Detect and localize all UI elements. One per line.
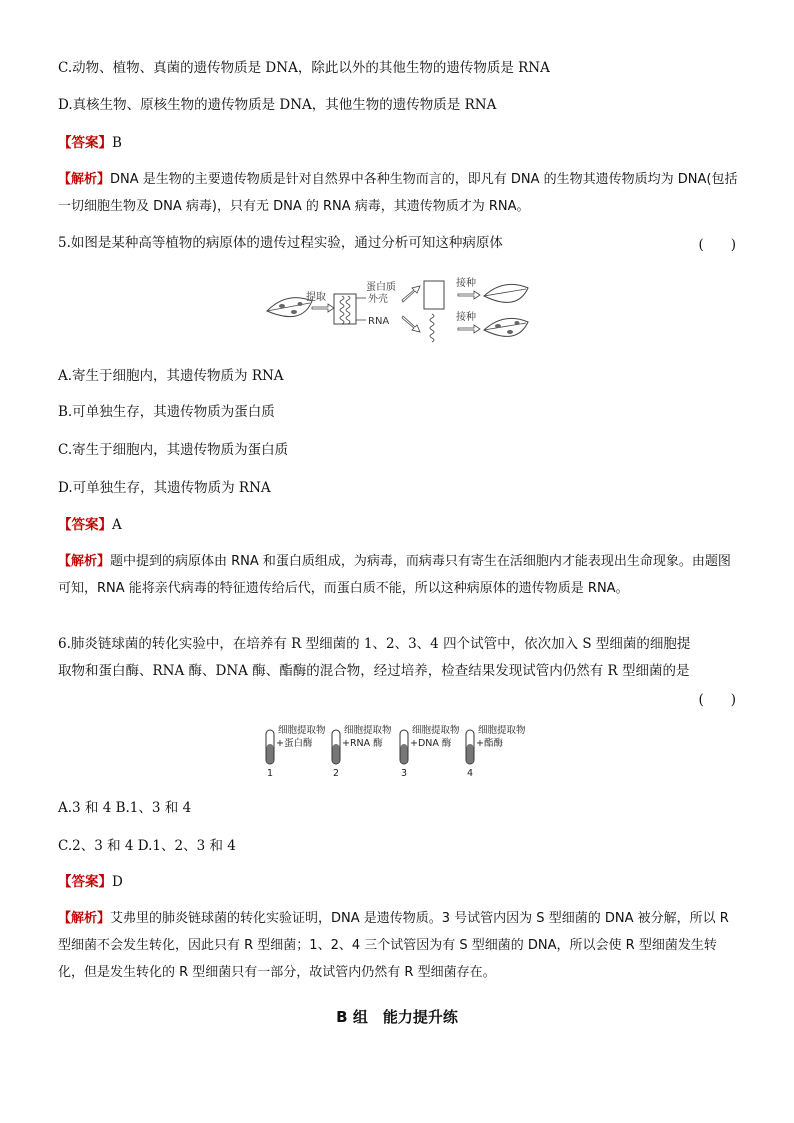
tube-1-bottom-label: +蛋白酶: [276, 738, 313, 749]
q6-answer: [58, 872, 123, 892]
tube-3-number: 3: [401, 768, 408, 779]
test-tube-3: [400, 724, 460, 779]
q5-answer-paren: ( ): [698, 237, 736, 253]
q4-option-d: D.真核生物、原核生物的遗传物质是 DNA，其他生物的遗传物质是 RNA: [58, 97, 497, 113]
explain-tag: 【解析】: [58, 911, 111, 926]
label-inoculate-top: 接种: [456, 278, 476, 289]
test-tube-4: [466, 724, 526, 779]
tube-4-number: 4: [467, 768, 474, 779]
q5-answer: [58, 515, 122, 535]
label-protein-2: 外壳: [368, 294, 388, 305]
q5-option-d: D.可单独生存，其遗传物质为 RNA: [58, 480, 271, 496]
test-tube-2: [332, 724, 392, 779]
q5-option-b: B.可单独生存，其遗传物质为蛋白质: [58, 404, 275, 420]
leaf-healthy-icon: [484, 284, 528, 302]
tube-1-number: 1: [267, 768, 274, 779]
tube-2-top-label: 细胞提取物: [344, 725, 392, 736]
explain-text: 题中提到的病原体由 RNA 和蛋白质组成，为病毒，而病毒只有寄生在活细胞内才能表现出生命现象。由题图可知，RNA 能将亲代病毒的特征遗传给后代，而蛋白质不能，所以这种病原体的遗传物质是 RNA。: [58, 554, 731, 596]
q6-options-line-2: C.2、3 和 4 D.1、2、3 和 4: [58, 838, 236, 854]
answer-tag: 【答案】: [58, 135, 112, 151]
tube-3-bottom-label: +DNA 酶: [410, 738, 452, 749]
explain-text: DNA 是生物的主要遗传物质是针对自然界中各种生物而言的，即凡有 DNA 的生物其遗传物质均为 DNA(包括一切细胞生物及 DNA 病毒)，只有无 DNA 的 RNA 病毒，其遗传物质才为 RNA。: [58, 172, 738, 214]
q4-explanation: [58, 166, 738, 220]
q5-option-c: C.寄生于细胞内，其遗传物质为蛋白质: [58, 442, 289, 458]
q6-options-line-1: A.3 和 4 B.1、3 和 4: [58, 800, 192, 816]
q6-stem-line-1: 6.肺炎链球菌的转化实验中，在培养有 R 型细菌的 1、2、3、4 四个试管中，依次加入 S 型细菌的细胞提: [58, 636, 691, 652]
explain-text: 艾弗里的肺炎链球菌的转化实验证明，DNA 是遗传物质。3 号试管内因为 S 型细菌的 DNA 被分解，所以 R 型细菌不会发生转化，因此只有 R 型细菌；1、2、4 三个试管因为有 S 型细菌的 DNA，所以会使 R 型细菌发生转化，但是发生转化的 R 型细菌只有一部分，故试管内仍然有 R 型细菌存在。: [58, 911, 729, 980]
q6-answer-paren: ( ): [698, 692, 736, 708]
answer-value: B: [112, 135, 122, 151]
q4-option-c: C.动物、植物、真菌的遗传物质是 DNA，除此以外的其他生物的遗传物质是 RNA: [58, 60, 550, 76]
tube-4-top-label: 细胞提取物: [478, 725, 526, 736]
tube-1-top-label: 细胞提取物: [278, 725, 326, 736]
q6-figure: [260, 722, 535, 780]
tube-3-top-label: 细胞提取物: [412, 725, 460, 736]
answer-tag: 【答案】: [58, 517, 112, 533]
tube-2-bottom-label: +RNA 酶: [342, 738, 383, 749]
rna-coil-icon: [430, 314, 434, 342]
q6-stem-line-2: 取物和蛋白酶、RNA 酶、DNA 酶、酯酶的混合物，经过培养，检查结果发现试管内仍然有 R 型细菌的是: [58, 663, 690, 679]
label-extract: 提取: [306, 292, 326, 303]
test-tube-1: [266, 724, 326, 779]
label-rna: RNA: [368, 316, 390, 327]
label-protein-1: 蛋白质: [366, 282, 396, 293]
explain-tag: 【解析】: [58, 554, 111, 569]
section-title: B 组 能力提升练: [336, 1008, 458, 1026]
explain-tag: 【解析】: [58, 172, 111, 187]
tube-2-number: 2: [333, 768, 340, 779]
tube-4-bottom-label: +酯酶: [476, 738, 503, 749]
answer-value: A: [112, 517, 122, 533]
leaf-infected-icon: [484, 318, 528, 336]
q4-answer: [58, 133, 122, 153]
answer-value: D: [112, 874, 123, 890]
q5-stem: 5.如图是某种高等植物的病原体的遗传过程实验，通过分析可知这种病原体: [58, 235, 503, 251]
q6-explanation: [58, 905, 738, 986]
q5-option-a: A.寄生于细胞内，其遗传物质为 RNA: [58, 368, 284, 384]
label-inoculate-bottom: 接种: [456, 312, 476, 323]
q5-figure: [262, 276, 532, 346]
answer-tag: 【答案】: [58, 874, 112, 890]
q5-explanation: [58, 548, 738, 602]
